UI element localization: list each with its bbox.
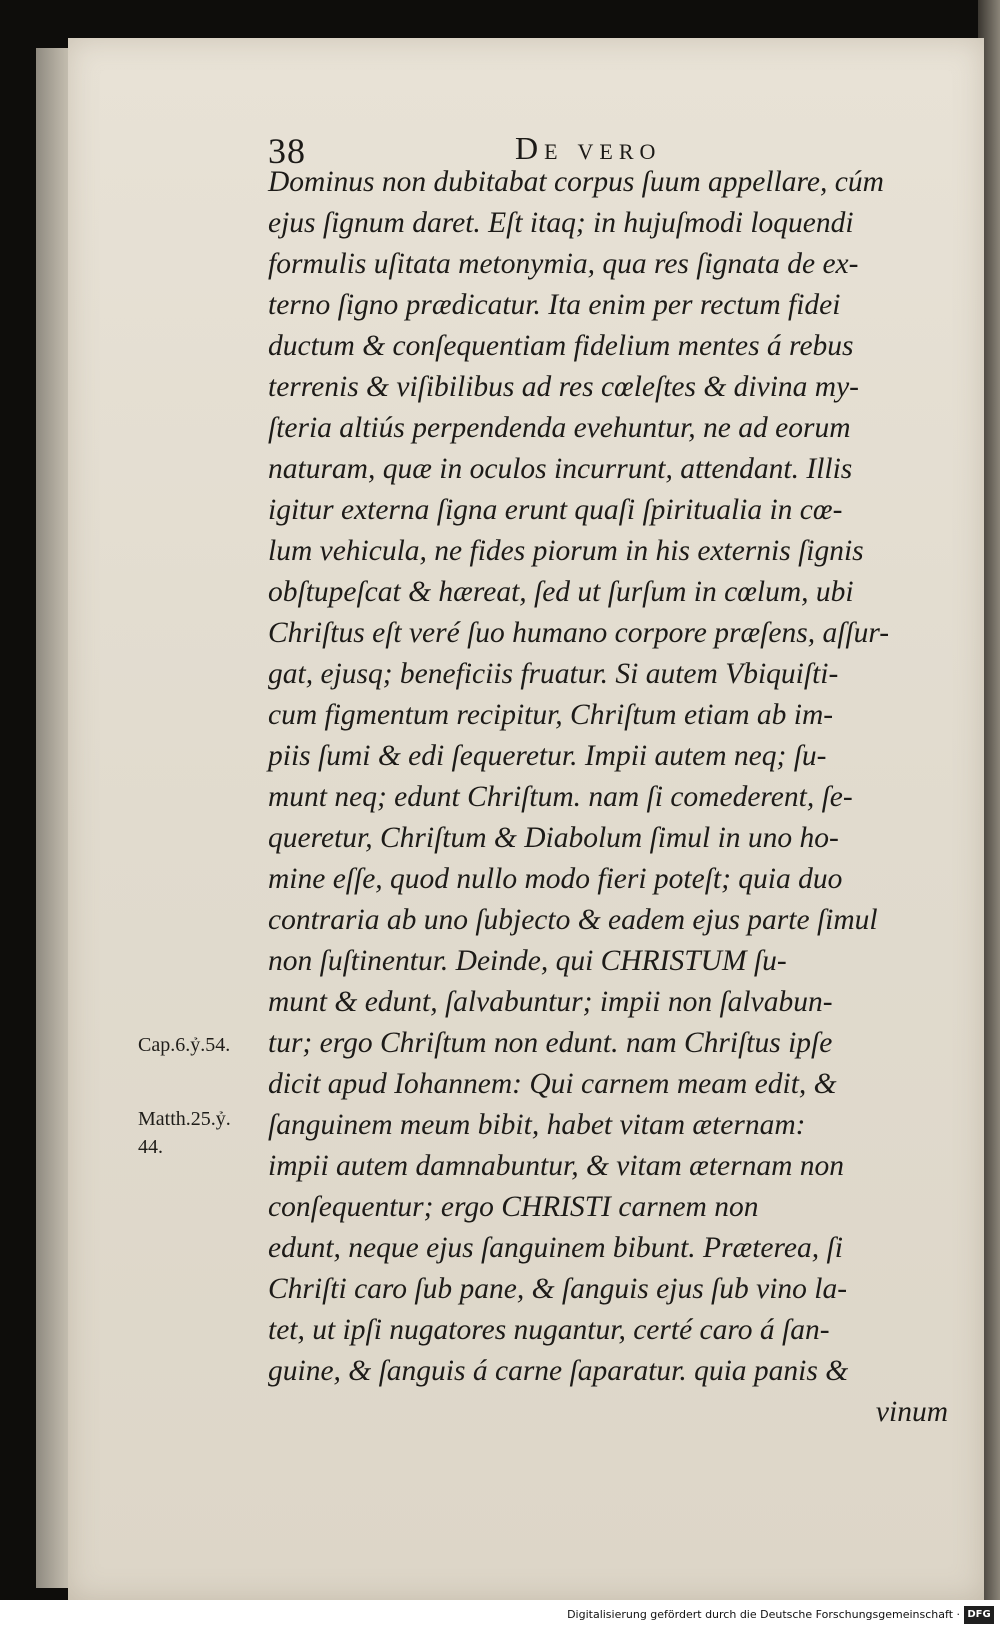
text-line: formulis uſitata metonymia, qua res ſignata de ex- [268, 248, 859, 280]
text-line: igitur externa ſigna erunt quaſi ſpiritualia in cœ- [268, 494, 843, 526]
text-line: munt & edunt, ſalvabuntur; impii non ſalvabun- [268, 986, 833, 1018]
text-line: guine, & ſanguis á carne ſaparatur. quia panis & [268, 1355, 849, 1387]
text-line: terno ſigno prædicatur. Ita enim per rectum fidei [268, 289, 841, 321]
text-line: Chriſtus eſt veré ſuo humano corpore præſens, aſſur- [268, 617, 890, 649]
body-text [268, 162, 948, 1433]
text-line: obſtupeſcat & hæreat, ſed ut ſurſum in cœlum, ubi [268, 576, 854, 608]
text-line: Dominus non dubitabat corpus ſuum appellare, cúm [268, 166, 884, 198]
margin-note-matthew: Matth.25.ỷ. [138, 1108, 231, 1130]
text-line: mine eſſe, quod nullo modo fieri poteſt; quia duo [268, 863, 843, 895]
catchword: vinum [875, 1396, 948, 1428]
text-line: ſanguinem meum bibit, habet vitam æternam: [268, 1109, 806, 1141]
text-line: tet, ut ipſi nugatores nugantur, certé caro á ſan- [268, 1314, 830, 1346]
book-page [68, 38, 984, 1600]
text-line: terrenis & viſibilibus ad res cœleſtes & divina my- [268, 371, 860, 403]
page-number: 38 [268, 131, 306, 171]
text-line: munt neq; edunt Chriſtum. nam ſi comederent, ſe- [268, 781, 853, 813]
text-line: conſequentur; ergo CHRISTI carnem non [268, 1191, 759, 1223]
text-line: lum vehicula, ne fides piorum in his externis ſignis [268, 535, 864, 567]
text-line: queretur, Chriſtum & Diabolum ſimul in uno ho- [268, 822, 839, 854]
text-line: cum figmentum recipitur, Chriſtum etiam ab im- [268, 699, 834, 731]
text-line: piis ſumi & edi ſequeretur. Impii autem neq; ſu- [268, 740, 827, 772]
text-line: contraria ab uno ſubjecto & eadem ejus parte ſimul [268, 904, 878, 936]
text-line: ejus ſignum daret. Eſt itaq; in hujuſmodi loquendi [268, 207, 854, 239]
dfg-logo: DFG [964, 1606, 994, 1624]
text-line: ſteria altiús perpendenda evehuntur, ne ad eorum [268, 412, 851, 444]
text-line: impii autem damnabuntur, & vitam æternam non [268, 1150, 845, 1182]
margin-note-verse: 44. [138, 1136, 163, 1158]
text-line: edunt, neque ejus ſanguinem bibunt. Præterea, ſi [268, 1232, 843, 1264]
text-line: tur; ergo Chriſtum non edunt. nam Chriſtus ipſe [268, 1027, 833, 1059]
running-title: De vero [515, 130, 662, 166]
text-line: gat, ejusq; beneficiis fruatur. Si autem Vbiquiſti- [268, 658, 839, 690]
text-line: Chriſti caro ſub pane, & ſanguis ejus ſub vino la- [268, 1273, 848, 1305]
text-line: dicit apud Iohannem: Qui carnem meam edit, & [268, 1068, 837, 1100]
footer-bar [0, 1600, 1000, 1632]
footer-credit: Digitalisierung gefördert durch die Deutsche Forschungsgemeinschaft · [567, 1608, 960, 1621]
text-line: ductum & conſequentiam fidelium mentes á rebus [268, 330, 854, 362]
text-line: non ſuſtinentur. Deinde, qui CHRISTUM ſu- [268, 945, 787, 977]
text-line: naturam, quæ in oculos incurrunt, attendant. Illis [268, 453, 853, 485]
margin-note-john: Cap.6.ỷ.54. [138, 1034, 231, 1056]
